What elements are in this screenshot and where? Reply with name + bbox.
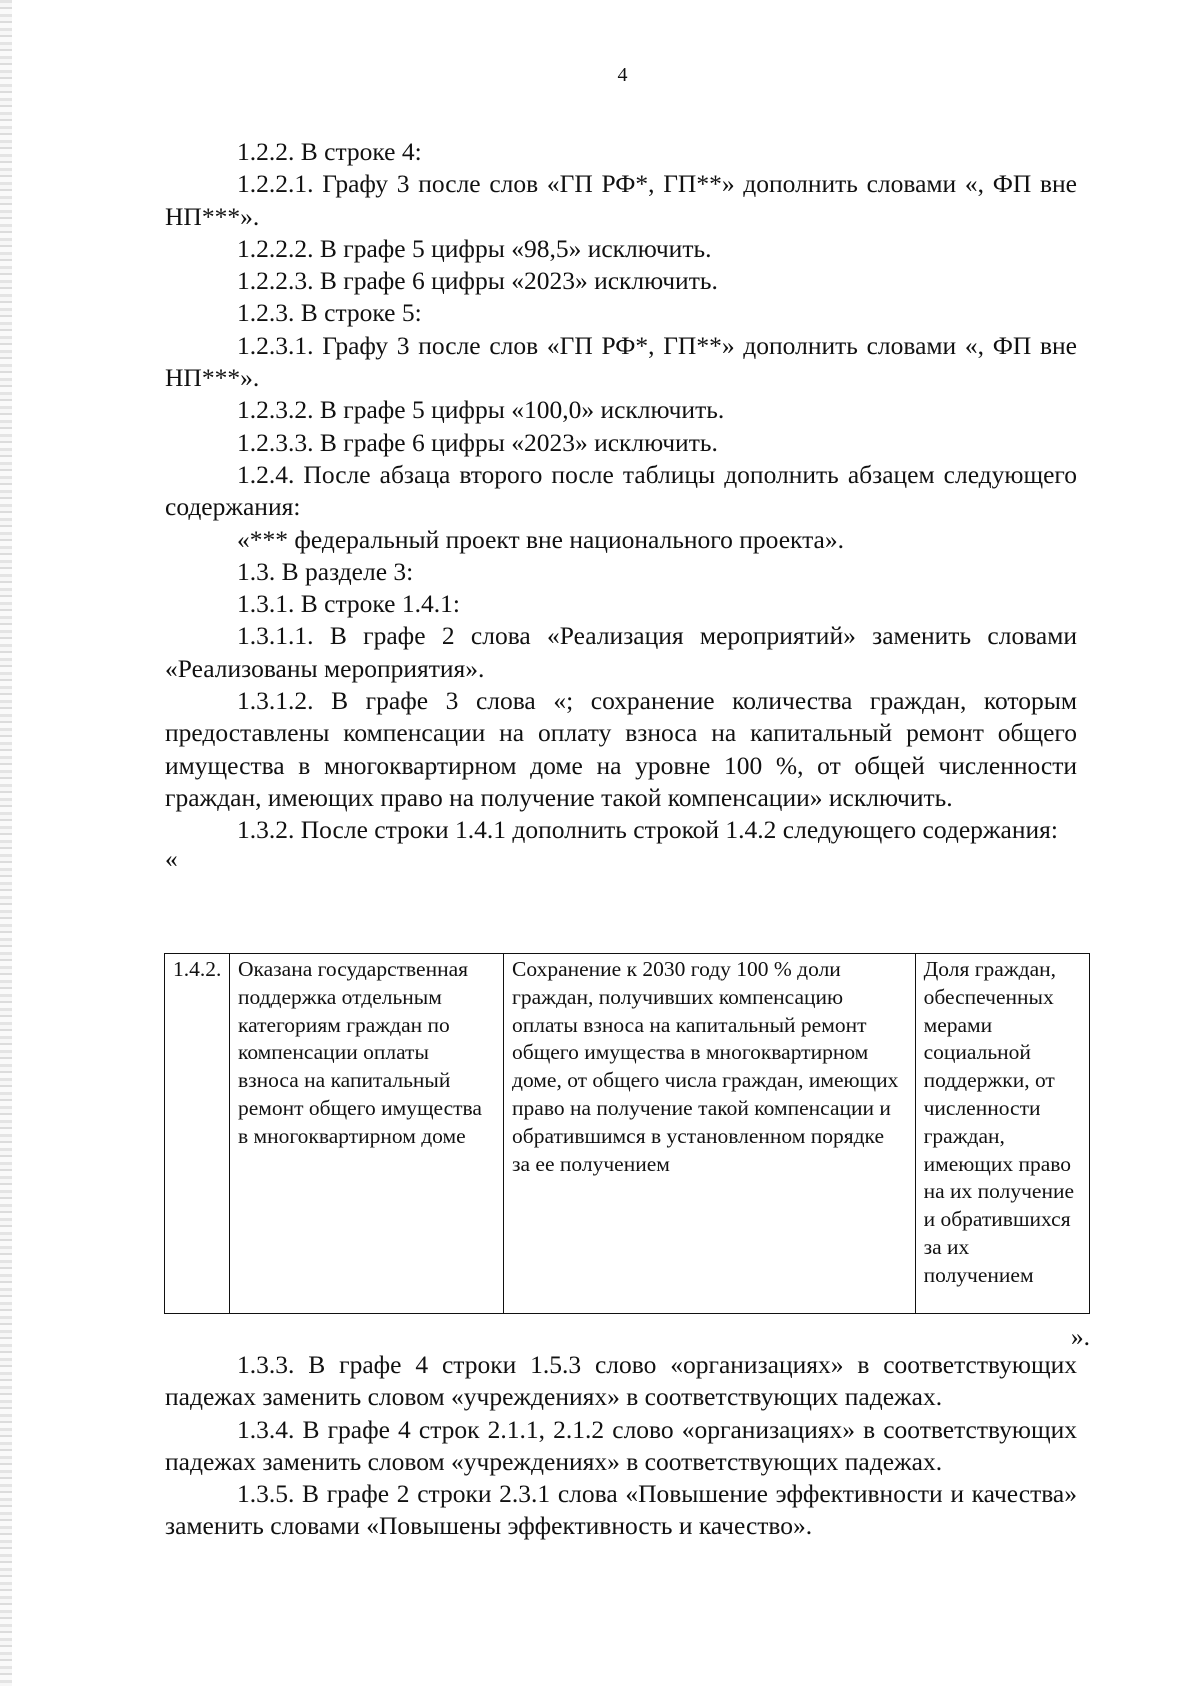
row-indicator-cell: Доля граждан, обеспеченных мерами социальной поддержки, от численности граждан, имеющих право на их получение и обратившихся за их получением — [915, 954, 1089, 1314]
page-number: 4 — [617, 64, 628, 86]
paragraph: 1.3. В разделе 3: — [237, 556, 414, 586]
paragraph: 1.3.1.1. В графе 2 слова «Реализация мероприятий» заменить словами «Реализованы мероприятия». — [165, 621, 1077, 683]
paragraph: 1.3.5. В графе 2 строки 2.3.1 слова «Повышение эффективности и качества» заменить словами «Повышены эффективность и качество». — [165, 1479, 1077, 1541]
paragraph: 1.2.3.3. В графе 6 цифры «2023» исключить. — [237, 427, 718, 457]
paragraph: 1.2.3.1. Графу 3 после слов «ГП РФ*, ГП**» дополнить словами «, ФП вне НП***». — [165, 330, 1077, 393]
inserted-table-row — [164, 953, 1090, 1314]
paragraph: 1.3.1. В строке 1.4.1: — [237, 589, 460, 619]
paragraph: 1.3.2. После строки 1.4.1 дополнить строкой 1.4.2 следующего содержания: — [237, 815, 1058, 845]
scan-edge — [0, 0, 12, 1686]
row-number-cell: 1.4.2. — [165, 954, 230, 1314]
paragraph: 1.2.3. В строке 5: — [237, 298, 422, 328]
quote-open-mark: « — [165, 843, 178, 873]
paragraph: 1.2.2.3. В графе 6 цифры «2023» исключить. — [237, 266, 718, 296]
paragraph: 1.2.2.1. Графу 3 после слов «ГП РФ*, ГП**» дополнить словами «, ФП вне НП***». — [165, 169, 1077, 231]
row-title-cell: Оказана государственная поддержка отдельным категориям граждан по компенсации оплаты взноса на капитальный ремонт общего имущества в многоквартирном доме — [229, 954, 503, 1314]
quote-close-mark: ». — [1070, 1322, 1090, 1351]
row-description-cell: Сохранение к 2030 году 100 % доли граждан, получивших компенсацию оплаты взноса на капитальный ремонт общего имущества в многоквартирном доме, от общего числа граждан, имеющих право на получение такой компенсации и обратившимся в установленном порядке за ее получением — [504, 954, 916, 1314]
paragraph: 1.2.4. После абзаца второго после таблицы дополнить абзацем следующего содержания: — [165, 459, 1077, 522]
paragraph: 1.3.4. В графе 4 строк 2.1.1, 2.1.2 слово «организациях» в соответствующих падежах заменить словом «учреждениях» в соответствующих падежах. — [165, 1414, 1077, 1476]
document-body-bottom — [165, 1349, 1077, 1543]
table-row — [165, 954, 1090, 1314]
paragraph: 1.2.2. В строке 4: — [237, 137, 422, 166]
paragraph: 1.2.3.2. В графе 5 цифры «100,0» исключить. — [237, 395, 725, 425]
document-body-top — [165, 136, 1077, 871]
paragraph: 1.3.3. В графе 4 строки 1.5.3 слово «организациях» в соответствующих падежах заменить словом «учреждениях» в соответствующих падежах. — [165, 1350, 1077, 1412]
paragraph: 1.2.2.2. В графе 5 цифры «98,5» исключить. — [237, 233, 712, 263]
paragraph: 1.3.1.2. В графе 3 слова «; сохранение количества граждан, которым предоставлены компенсации на оплату взноса на капитальный ремонт общего имущества в многоквартирном доме на уровне 100 %, от общей численности граждан, имеющих право на получение такой компенсации» исключить. — [165, 686, 1077, 812]
paragraph: «*** федеральный проект вне национального проекта». — [237, 524, 844, 554]
